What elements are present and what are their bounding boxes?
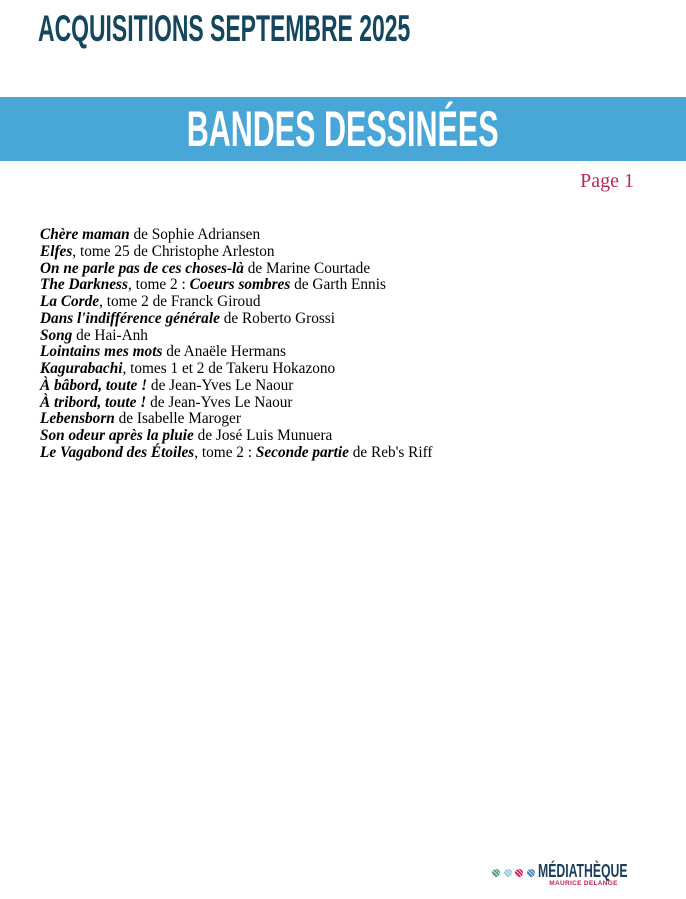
book-detail: de Isabelle Maroger — [114, 410, 241, 428]
book-entry — [40, 328, 433, 345]
book-entry — [40, 445, 433, 462]
book-title: Kagurabachi — [40, 360, 123, 377]
logo-dot-icon — [504, 869, 512, 877]
book-title: Elfes — [40, 242, 73, 260]
logo-dot-icon — [527, 869, 535, 877]
library-logo — [492, 862, 637, 892]
logo-subtitle: MAURICE DELANGE — [549, 880, 618, 887]
book-detail: , tome 2 : — [127, 276, 190, 294]
logo-name: MÉDIATHÈQUE — [538, 861, 628, 881]
book-title: On ne parle pas de ces choses-là — [40, 259, 244, 277]
book-title: The Darkness — [40, 276, 128, 294]
logo-dot-icon — [492, 869, 500, 877]
page-number: Page 1 — [580, 170, 634, 192]
logo-dot-icon — [515, 869, 523, 877]
section-banner — [0, 97, 686, 161]
book-entry — [40, 244, 433, 261]
book-entry — [40, 311, 433, 328]
book-title: Lointains mes mots — [40, 343, 163, 361]
book-title: Son odeur après la pluie — [40, 427, 194, 444]
book-title: Seconde partie — [255, 443, 349, 461]
book-detail: de Jean-Yves Le Naour — [146, 393, 293, 411]
section-banner-title: BANDES DESSINÉES — [187, 101, 499, 157]
book-entry — [40, 294, 433, 311]
book-title: Le Vagabond des Étoiles — [40, 443, 195, 461]
logo-dots-icon — [492, 869, 538, 877]
book-detail: de Hai-Anh — [72, 326, 148, 344]
book-list — [40, 227, 433, 462]
book-title: Lebensborn — [40, 410, 115, 428]
book-title: Song — [40, 326, 73, 344]
book-entry — [40, 361, 433, 378]
book-entry — [40, 227, 433, 244]
logo-text — [538, 862, 629, 887]
book-detail: de Roberto Grossi — [219, 309, 336, 327]
book-detail: , tomes 1 et 2 de Takeru Hokazono — [122, 360, 336, 377]
book-entry — [40, 277, 433, 294]
book-detail: , tome 2 : — [194, 443, 256, 461]
book-detail: de Anaële Hermans — [162, 343, 287, 361]
book-title: À tribord, toute ! — [40, 393, 147, 411]
book-title: La Corde — [40, 293, 100, 310]
book-detail: de Garth Ennis — [290, 276, 386, 294]
book-entry — [40, 344, 433, 361]
book-title: Coeurs sombres — [189, 276, 291, 294]
page-title: ACQUISITIONS SEPTEMBRE 2025 — [38, 8, 411, 49]
book-detail: de Sophie Adriansen — [129, 226, 261, 243]
book-detail: , tome 2 de Franck Giroud — [99, 293, 261, 310]
book-detail: , tome 25 de Christophe Arleston — [72, 242, 275, 260]
book-entry — [40, 378, 433, 395]
book-title: Chère maman — [40, 226, 130, 243]
book-detail: de Jean-Yves Le Naour — [147, 376, 294, 394]
book-entry — [40, 411, 433, 428]
book-entry — [40, 261, 433, 278]
book-detail: de José Luis Munuera — [193, 427, 333, 444]
book-entry — [40, 428, 433, 445]
book-title: À bâbord, toute ! — [40, 376, 148, 394]
book-title: Dans l'indifférence générale — [40, 309, 220, 327]
book-detail: de Marine Courtade — [243, 259, 371, 277]
book-detail: de Reb's Riff — [348, 443, 433, 461]
book-entry — [40, 395, 433, 412]
